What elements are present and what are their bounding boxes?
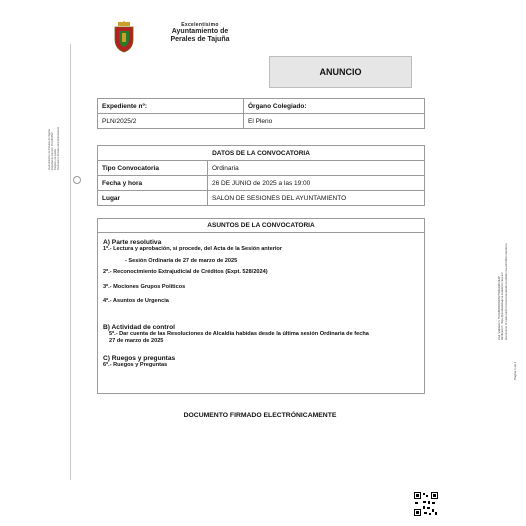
organo-label: Órgano Colegiado: [248, 102, 307, 110]
org-name-line1: Ayuntamiento de [171, 28, 229, 35]
right-stamp-line: Documento firmado electrónicamente desde la plataforma esPublico Gestiona [503, 243, 508, 340]
page-number-label: Página 1 de 1 [513, 361, 517, 380]
signed-electronically-note: DOCUMENTO FIRMADO ELECTRÓNICAMENTE [183, 412, 337, 419]
asuntos-title: ASUNTOS DE LA CONVOCATORIA [98, 219, 424, 233]
agenda-item-5-cont: 27 de marzo de 2025 [109, 338, 164, 344]
agenda-item-1-sub: - Sesión Ordinaria de 27 de marzo de 2025 [125, 257, 238, 264]
table-row [98, 160, 424, 175]
asuntos-convocatoria-table [97, 218, 425, 394]
expediente-table [97, 98, 425, 129]
table-row [98, 175, 424, 190]
right-stamp-line: Verificación: https://peralesdetajuna.sedelectronica.es/ [500, 272, 505, 340]
left-stamp-line: Expediente número: PLN/2025/2 [51, 132, 54, 170]
document-title: ANUNCIO [319, 67, 362, 77]
datos-value: Ordinaria [212, 164, 239, 172]
seal-icon [73, 176, 81, 184]
datos-label: Fecha y hora [98, 176, 208, 190]
datos-title: DATOS DE LA CONVOCATORIA [212, 149, 310, 157]
left-margin-rule [70, 44, 71, 480]
agenda-item-4: 4º.- Asuntos de Urgencia [103, 298, 169, 304]
left-stamp-line: Registro de salida [54, 149, 57, 170]
agenda-item-2: 2º.- Reconocimiento Extrajudicial de Créditos (Expt. 528/2024) [103, 269, 268, 275]
agenda-item-3: 3º.- Mociones Grupos Políticos [103, 283, 186, 290]
document-title-box [269, 56, 412, 88]
organization-heading [140, 22, 260, 44]
datos-label: Tipo Convocatoria [98, 161, 208, 175]
right-validation-stamp [498, 200, 508, 340]
datos-value: SALON DE SESIONES DEL AYUNTAMIENTO [212, 194, 347, 202]
table-row [98, 99, 424, 113]
expediente-label: Expediente nº: [98, 99, 244, 113]
org-prefix: Excelentísimo [181, 22, 219, 28]
right-stamp-line: Cód. Validación: 7K6XM3FRDNMW7N9GQ9F2E4P [497, 276, 501, 340]
table-row [98, 113, 424, 128]
left-registry-stamp [48, 50, 60, 170]
municipal-crest-icon [112, 21, 136, 53]
section-c-title: C) Ruegos y preguntas [103, 354, 176, 362]
organo-value: El Pleno [248, 117, 273, 125]
qr-code-icon [414, 492, 438, 516]
table-row [98, 190, 424, 205]
org-name-line2: Perales de Tajuña [170, 36, 230, 43]
datos-label: Lugar [98, 191, 208, 205]
asuntos-body [98, 233, 424, 373]
table-header-row [98, 146, 424, 160]
agenda-item-5: 5º.- Dar cuenta de las Resoluciones de Alcaldía habidas desde la última sesión Ordinaria de fecha [109, 330, 369, 337]
left-stamp-line: Documento firmado electrónicamente [57, 126, 60, 170]
datos-convocatoria-table [97, 145, 425, 206]
expediente-value: PLN/2025/2 [98, 114, 244, 128]
agenda-item-6: 6º.- Ruegos y Preguntas [103, 361, 168, 368]
section-b-title: B) Actividad de control [103, 323, 175, 331]
left-stamp-line: Ayuntamiento de Perales de Tajuña [48, 129, 51, 170]
datos-value: 26 DE JUNIO de 2025 a las 19:00 [212, 179, 311, 187]
section-a-title: A) Parte resolutiva [103, 239, 162, 246]
agenda-item-1: 1º.- Lectura y aprobación, si procede, del Acta de la Sesión anterior [103, 246, 283, 252]
